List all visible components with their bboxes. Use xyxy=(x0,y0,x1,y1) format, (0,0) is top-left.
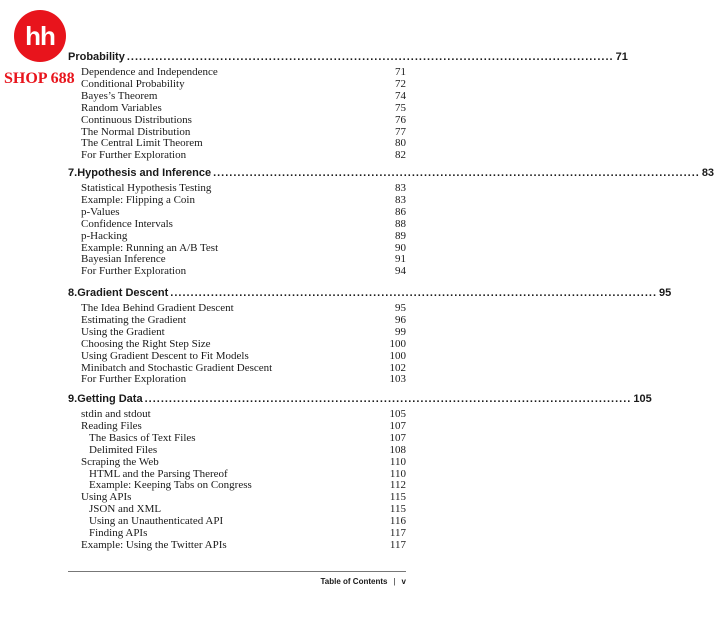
toc-entry[interactable] xyxy=(81,90,406,102)
toc-subentry[interactable] xyxy=(89,468,406,480)
toc-entry[interactable] xyxy=(81,230,406,242)
entry-title: The Idea Behind Gradient Descent xyxy=(81,302,234,314)
footer-page-number: v xyxy=(401,576,406,586)
toc-entry[interactable] xyxy=(81,350,406,362)
entry-title: Choosing the Right Step Size xyxy=(81,337,211,350)
entry-title: Finding APIs xyxy=(89,527,148,539)
entry-page-number: 115 xyxy=(389,503,406,516)
entry-title: Using the Gradient xyxy=(81,325,165,338)
entry-title: The Basics of Text Files xyxy=(89,431,196,444)
toc-entry[interactable] xyxy=(81,302,406,314)
entry-page-number: 74 xyxy=(395,89,406,102)
toc-subentry[interactable] xyxy=(89,527,406,539)
entry-page-number: 80 xyxy=(395,137,406,150)
toc-entry[interactable] xyxy=(81,137,406,149)
entry-title: For Further Exploration xyxy=(81,265,187,278)
entry-title: stdin and stdout xyxy=(81,408,151,420)
entry-page-number: 112 xyxy=(389,479,406,492)
entry-page-number: 107 xyxy=(389,419,406,432)
toc-entry[interactable] xyxy=(81,126,406,138)
toc-entry[interactable] xyxy=(81,206,406,218)
entry-title: p-Values xyxy=(81,205,120,218)
entry-page-number: 72 xyxy=(395,77,406,90)
dot-leader: ........................................................................................................................ xyxy=(170,287,658,299)
entry-title: Conditional Probability xyxy=(81,77,185,90)
entry-page-number: 89 xyxy=(395,229,406,242)
footer-label: Table of Contents xyxy=(320,576,388,586)
entry-title: Delimited Files xyxy=(89,443,158,456)
chapter-number: 7. xyxy=(68,167,78,179)
entry-page-number: 117 xyxy=(389,538,406,551)
entry-title: Minibatch and Stochastic Gradient Descent xyxy=(81,361,273,374)
entry-title: Dependence and Independence xyxy=(81,66,218,78)
toc-subentry[interactable] xyxy=(89,479,406,491)
chapter-page-number: 71 xyxy=(615,51,628,63)
entry-page-number: 95 xyxy=(395,302,406,314)
toc-entry[interactable] xyxy=(81,408,406,420)
chapter-title: Probability xyxy=(68,51,125,63)
entry-page-number: 100 xyxy=(389,337,406,350)
logo-mark: hh xyxy=(14,10,66,62)
chapter-page-number: 83 xyxy=(701,167,714,179)
toc-entry[interactable] xyxy=(81,242,406,254)
entry-page-number: 100 xyxy=(389,349,406,362)
chapter-heading[interactable] xyxy=(68,51,628,65)
toc-entry[interactable] xyxy=(81,194,406,206)
entry-page-number: 91 xyxy=(395,253,406,266)
entry-title: The Normal Distribution xyxy=(81,125,191,138)
page-footer xyxy=(68,574,406,588)
entry-title: For Further Exploration xyxy=(81,149,187,162)
entry-page-number: 76 xyxy=(395,113,406,126)
entry-page-number: 83 xyxy=(395,182,406,194)
dot-leader: ........................................................................................................................ xyxy=(126,51,614,63)
toc-entry[interactable] xyxy=(81,218,406,230)
chapter-title: Gradient Descent xyxy=(77,287,169,299)
chapter-heading[interactable] xyxy=(68,167,714,181)
entry-title: Example: Flipping a Coin xyxy=(81,193,195,206)
entry-page-number: 88 xyxy=(395,217,406,230)
entry-title: For Further Exploration xyxy=(81,373,187,386)
entry-title: Random Variables xyxy=(81,101,162,114)
entry-title: HTML and the Parsing Thereof xyxy=(89,467,228,480)
entry-page-number: 115 xyxy=(389,491,406,504)
chapter-title: Hypothesis and Inference xyxy=(77,167,212,179)
entry-title: Example: Running an A/B Test xyxy=(81,241,219,254)
entry-page-number: 86 xyxy=(395,205,406,218)
entry-title: Using an Unauthenticated API xyxy=(89,515,224,528)
chapter-page-number: 95 xyxy=(659,287,672,299)
toc-subentry[interactable] xyxy=(89,503,406,515)
chapter-title: Getting Data xyxy=(77,393,143,405)
entry-page-number: 105 xyxy=(389,408,406,420)
toc-entry[interactable] xyxy=(81,491,406,503)
chapter-heading[interactable] xyxy=(68,287,672,301)
toc-entry[interactable] xyxy=(81,338,406,350)
entry-title: p-Hacking xyxy=(81,229,128,242)
entry-title: JSON and XML xyxy=(89,503,162,516)
entry-page-number: 83 xyxy=(395,193,406,206)
entry-page-number: 103 xyxy=(389,373,406,386)
logo-shop-text: SHOP 688 xyxy=(4,70,75,87)
chapter-heading[interactable] xyxy=(68,393,652,407)
entry-title: Scraping the Web xyxy=(81,455,159,468)
entry-page-number: 82 xyxy=(395,149,406,162)
entry-page-number: 110 xyxy=(389,455,406,468)
entry-page-number: 108 xyxy=(389,443,406,456)
toc-entry[interactable] xyxy=(81,149,406,161)
entry-page-number: 90 xyxy=(395,241,406,254)
entry-title: Statistical Hypothesis Testing xyxy=(81,182,212,194)
entry-page-number: 117 xyxy=(389,527,406,539)
entry-title: Bayes’s Theorem xyxy=(81,89,158,102)
toc-entry[interactable] xyxy=(81,456,406,468)
entry-page-number: 116 xyxy=(389,515,406,528)
entry-title: Using APIs xyxy=(81,491,132,504)
footer-rule xyxy=(68,571,406,572)
chapter-number: 8. xyxy=(68,287,78,299)
toc-entry[interactable] xyxy=(81,314,406,326)
toc-subentry[interactable] xyxy=(89,432,406,444)
chapter-number: 9. xyxy=(68,393,78,405)
entry-page-number: 71 xyxy=(395,66,406,78)
entry-title: Bayesian Inference xyxy=(81,253,166,266)
entry-page-number: 102 xyxy=(389,361,406,374)
toc-entry[interactable] xyxy=(81,102,406,114)
toc-entry[interactable] xyxy=(81,114,406,126)
entry-title: The Central Limit Theorem xyxy=(81,137,203,150)
toc-subentry[interactable] xyxy=(89,515,406,527)
toc-entry[interactable] xyxy=(81,182,406,194)
toc-subentry[interactable] xyxy=(89,444,406,456)
entry-title: Continuous Distributions xyxy=(81,113,192,126)
toc-entry[interactable] xyxy=(81,265,406,277)
toc-entry[interactable] xyxy=(81,373,406,385)
dot-leader: ........................................................................................................................ xyxy=(213,167,700,179)
chapter-page-number: 105 xyxy=(633,393,652,405)
entry-title: Estimating the Gradient xyxy=(81,313,187,326)
toc-entry[interactable] xyxy=(81,362,406,374)
entry-page-number: 99 xyxy=(395,325,406,338)
toc-entry[interactable] xyxy=(81,78,406,90)
entry-page-number: 110 xyxy=(389,467,406,480)
entry-page-number: 107 xyxy=(389,431,406,444)
toc-entry[interactable] xyxy=(81,66,406,78)
entry-page-number: 77 xyxy=(395,125,406,138)
entry-page-number: 96 xyxy=(395,313,406,326)
toc-entry[interactable] xyxy=(81,539,406,551)
entry-title: Example: Using the Twitter APIs xyxy=(81,538,227,551)
footer-separator: | xyxy=(393,576,396,586)
entry-page-number: 94 xyxy=(395,265,406,278)
toc-entry[interactable] xyxy=(81,420,406,432)
entry-title: Example: Keeping Tabs on Congress xyxy=(89,479,252,492)
entry-title: Reading Files xyxy=(81,419,142,432)
dot-leader: ........................................................................................................................ xyxy=(144,393,632,405)
toc-entry[interactable] xyxy=(81,253,406,265)
toc-entry[interactable] xyxy=(81,326,406,338)
entry-title: Confidence Intervals xyxy=(81,217,173,230)
entry-title: Using Gradient Descent to Fit Models xyxy=(81,349,249,362)
shop-logo xyxy=(4,10,84,87)
entry-page-number: 75 xyxy=(395,101,406,114)
